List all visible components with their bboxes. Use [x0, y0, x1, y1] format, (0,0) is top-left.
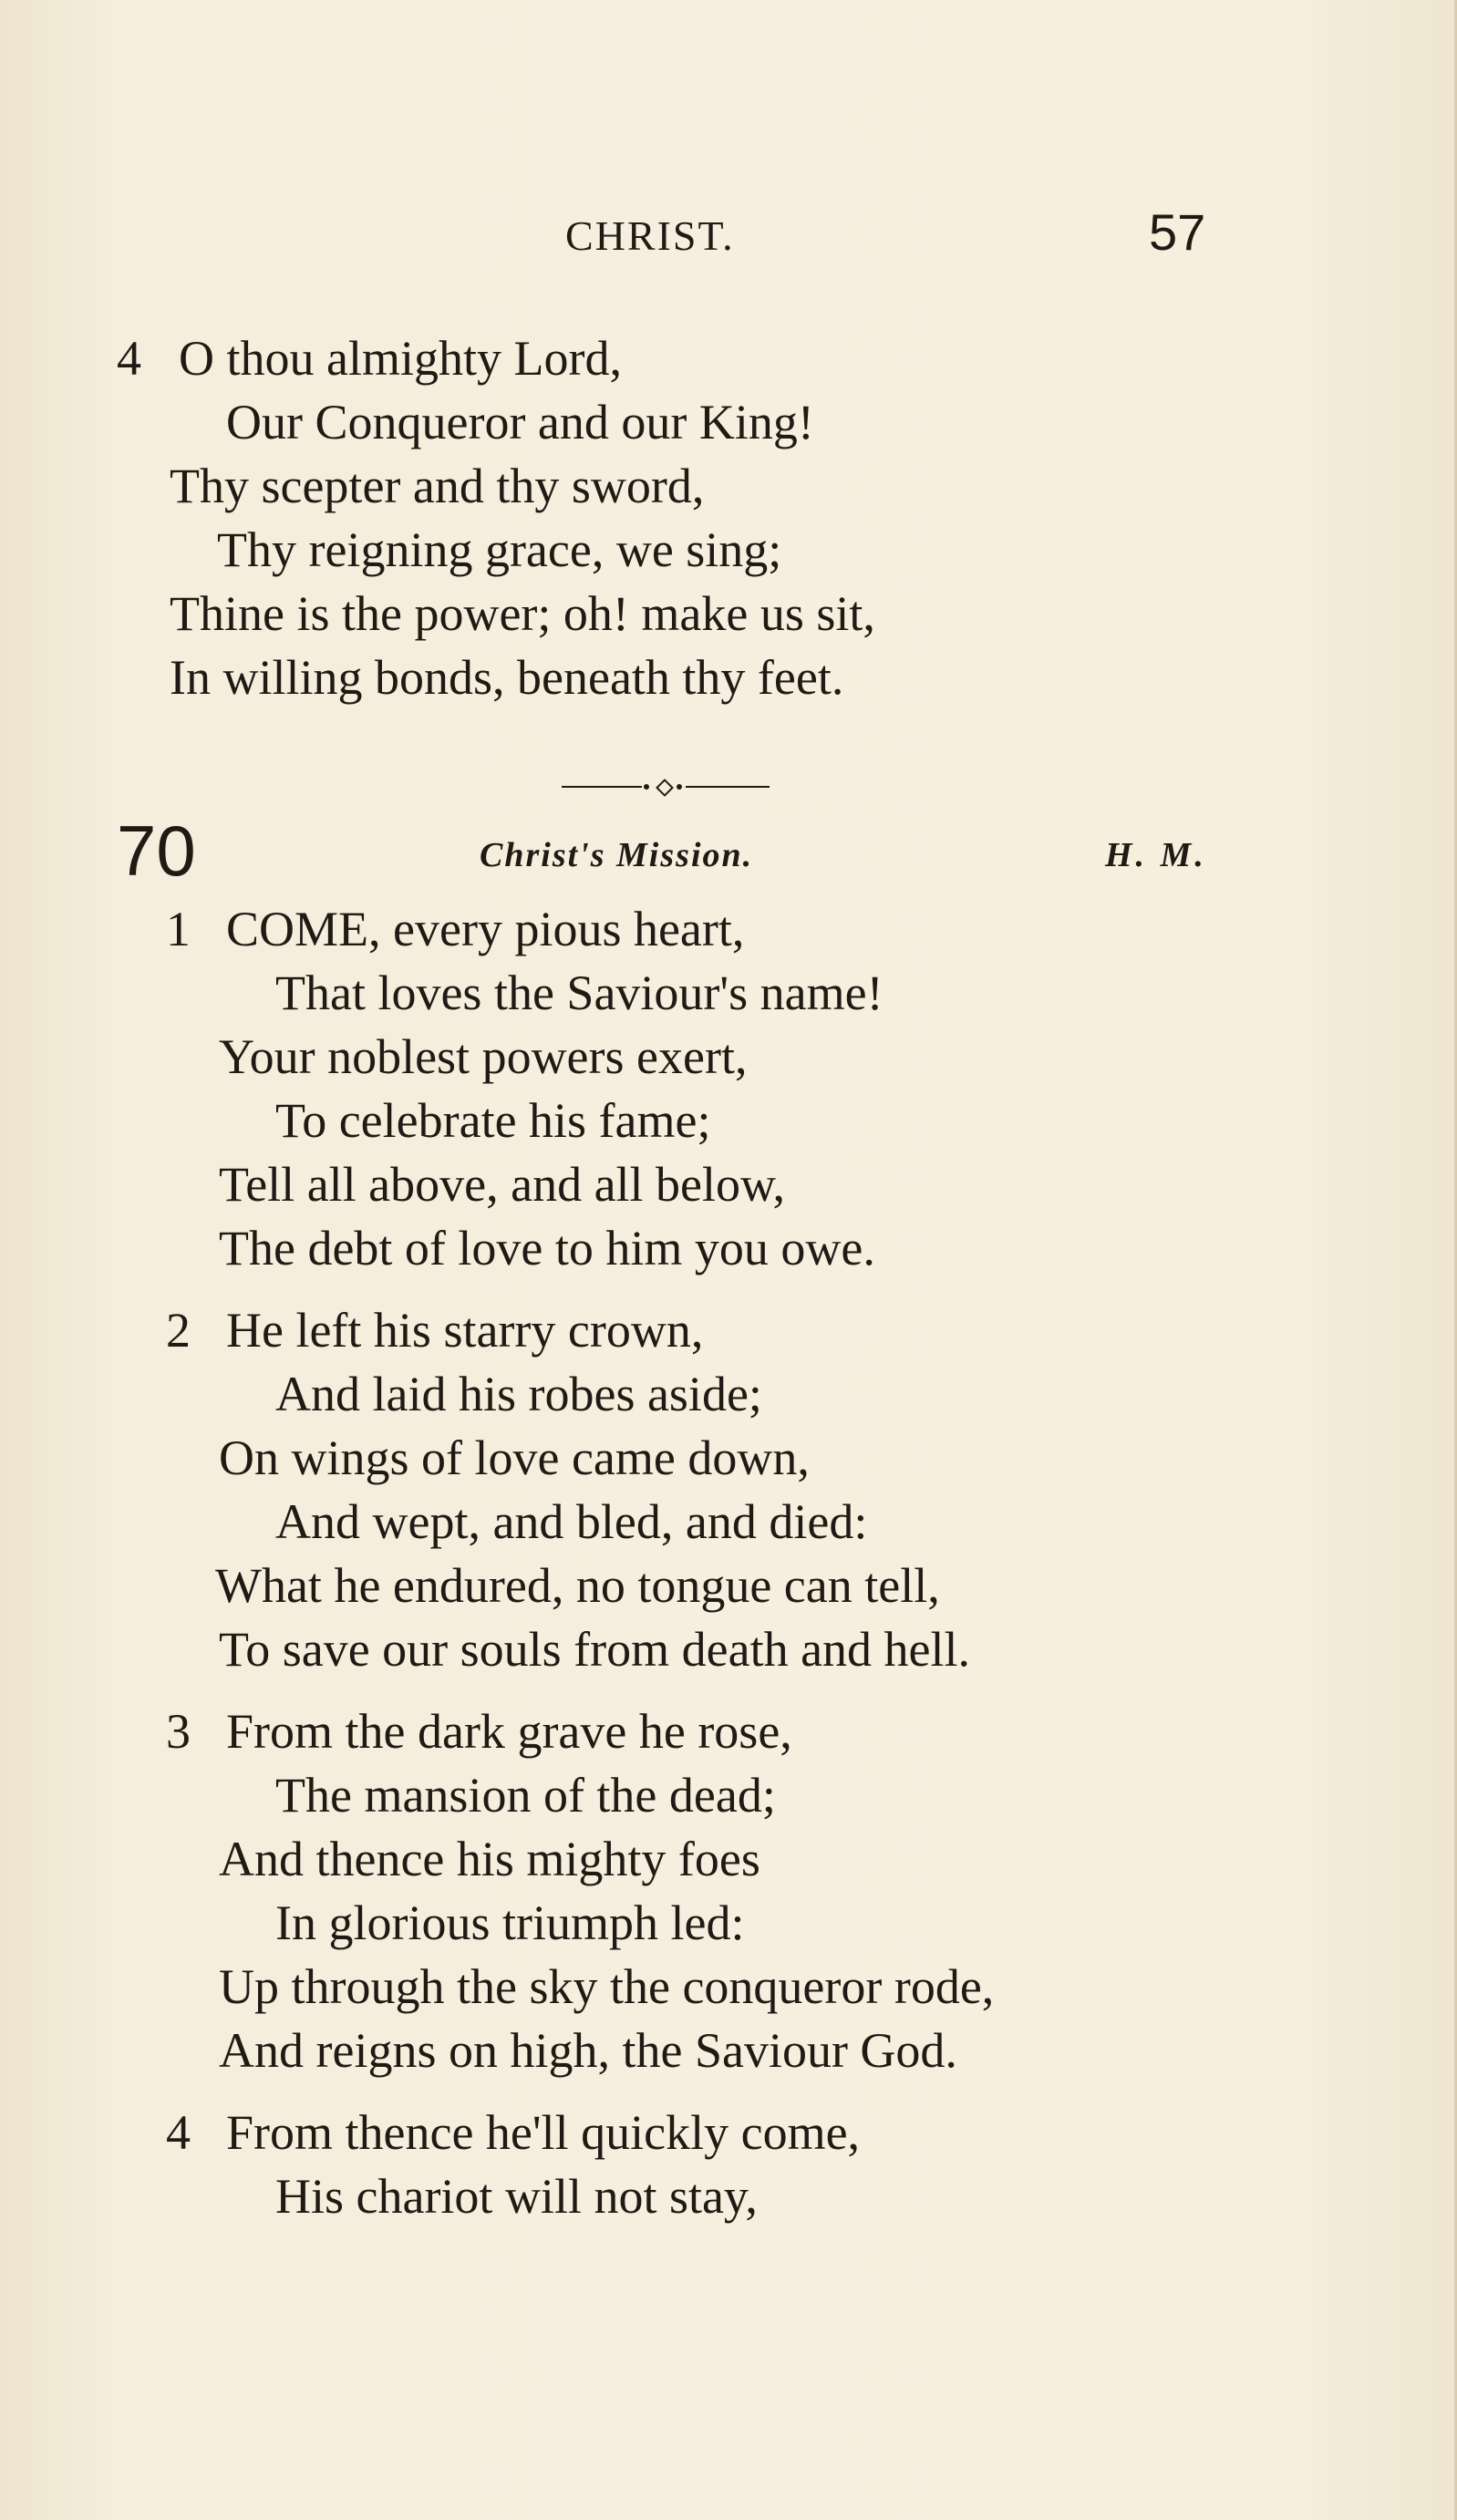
verse-line: Tell all above, and all below, [219, 1157, 785, 1212]
verse-line: And thence his mighty foes [219, 1832, 760, 1886]
first-line-rest: , every pious heart, [368, 902, 745, 956]
verse-line: Thine is the power; oh! make us sit, [170, 586, 875, 641]
small-caps-word: OME [259, 902, 369, 956]
verse-line: Thy scepter and thy sword, [170, 459, 705, 513]
verse-line: His chariot will not stay, [275, 2169, 758, 2224]
verse-line: To celebrate his fame; [275, 1093, 711, 1148]
verse-number: 4 [166, 2105, 191, 2160]
hymn-meter: H. M. [1105, 836, 1207, 874]
verse-line: The debt of love to him you owe. [219, 1221, 875, 1275]
verse-line: The mansion of the dead; [275, 1768, 776, 1823]
verse-line: And reigns on high, the Saviour God. [219, 2023, 957, 2078]
verse-line: In willing bonds, beneath thy feet. [170, 650, 844, 705]
verse-line: Thy reigning grace, we sing; [217, 522, 782, 577]
verse-line [226, 897, 744, 961]
verse-number: 1 [166, 902, 191, 956]
hymn-title: Christ's Mission. [480, 836, 754, 874]
verse-line: On wings of love came down, [219, 1430, 810, 1485]
verse-line: From thence he'll quickly come, [226, 2105, 861, 2160]
verse-line: And laid his robes aside; [275, 1367, 762, 1421]
verse-line: And wept, and bled, and died: [275, 1494, 868, 1549]
verse-line: Up through the sky the conqueror rode, [219, 1959, 995, 2014]
hymn-number: 70 [117, 811, 196, 891]
verse-line: O thou almighty Lord, [179, 331, 622, 386]
page-number: 57 [1149, 203, 1206, 261]
verse-number: 3 [166, 1704, 191, 1759]
verse-line: That loves the Saviour's name! [275, 966, 884, 1020]
verse-line: What he endured, no tongue can tell, [215, 1558, 940, 1613]
page-header [0, 203, 1457, 275]
running-head: CHRIST. [565, 212, 735, 259]
verse-line: Our Conqueror and our King! [226, 395, 814, 449]
verse-number: 2 [166, 1303, 191, 1358]
drop-initial: C [226, 902, 260, 956]
verse-line: To save our souls from death and hell. [219, 1622, 971, 1677]
ornamental-divider [562, 780, 770, 793]
verse-line: From the dark grave he rose, [226, 1704, 792, 1759]
verse-number: 4 [117, 331, 141, 386]
verse-line: In glorious triumph led: [275, 1895, 745, 1950]
verse-line: Your noblest powers exert, [219, 1029, 748, 1084]
verse-line: He left his starry crown, [226, 1303, 704, 1358]
